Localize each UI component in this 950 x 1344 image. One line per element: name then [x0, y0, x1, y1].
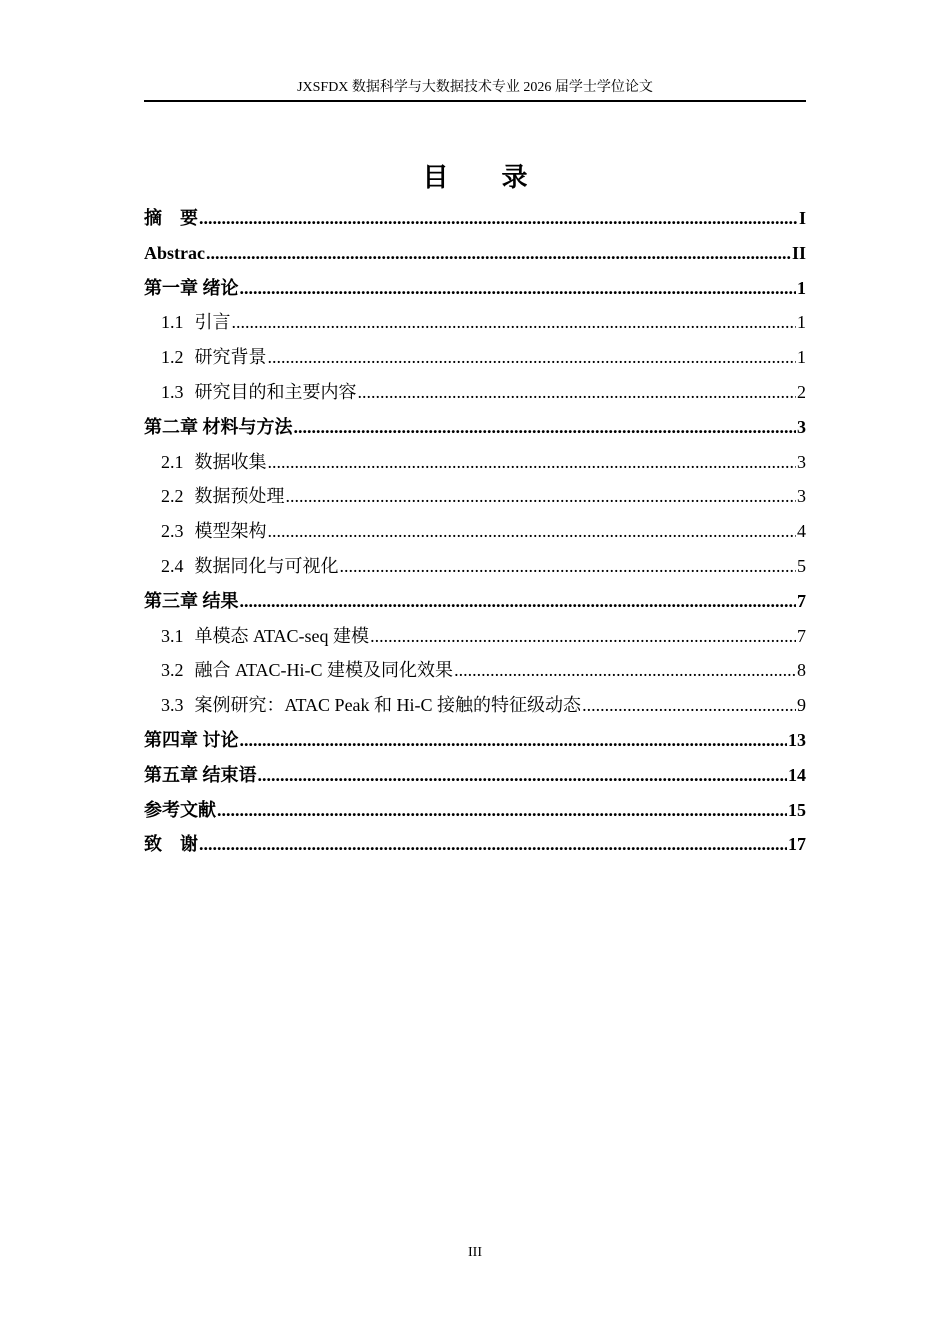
toc-entry[interactable] [144, 827, 806, 862]
header-rule [144, 100, 806, 102]
toc-entry[interactable] [144, 758, 806, 793]
toc-entry[interactable] [144, 793, 806, 828]
toc-entry-page: II [791, 242, 806, 263]
toc-entry[interactable] [144, 305, 806, 340]
toc-entry-number: 1.3 [161, 381, 184, 402]
toc-entry[interactable] [144, 375, 806, 410]
toc-entry[interactable] [144, 688, 806, 723]
toc-entry-page: 14 [788, 764, 806, 785]
toc-entry[interactable] [144, 271, 806, 306]
toc-dot-leader [240, 723, 788, 758]
toc-entry-title: 单模态 ATAC-seq 建模 [194, 625, 370, 646]
toc-dot-leader [358, 375, 797, 410]
toc-entry-page: 13 [788, 729, 806, 750]
toc-entry-page: 17 [788, 834, 806, 855]
toc-entry-number: 2.3 [161, 521, 184, 542]
toc-entry-title: 第一章 绪论 [144, 277, 239, 298]
toc-entry-title: 数据预处理 [194, 486, 285, 507]
toc-entry-title: 数据同化与可视化 [194, 555, 339, 576]
toc-dot-leader [199, 827, 787, 862]
page-number: III [468, 1245, 482, 1260]
toc-entry-title: 第四章 讨论 [144, 729, 239, 750]
toc-dot-leader [206, 236, 791, 271]
toc-entry[interactable] [144, 236, 806, 271]
toc-list [144, 201, 806, 862]
toc-entry[interactable] [144, 619, 806, 654]
toc-dot-leader [199, 201, 798, 236]
toc-entry-page: 7 [797, 590, 806, 611]
toc-entry-title: 研究背景 [194, 347, 267, 368]
toc-entry-number: 2.4 [161, 555, 184, 576]
toc-dot-leader [258, 758, 788, 793]
toc-entry[interactable] [144, 514, 806, 549]
toc-entry-title: 参考文献 [144, 799, 216, 820]
toc-entry[interactable] [144, 201, 806, 236]
toc-title: 目 录 [422, 163, 550, 193]
toc-entry-page: 1 [797, 277, 806, 298]
toc-dot-leader [268, 445, 797, 480]
toc-entry[interactable] [144, 445, 806, 480]
toc-entry-page: 7 [797, 625, 806, 646]
toc-entry-page: 9 [797, 695, 806, 716]
toc-entry[interactable] [144, 479, 806, 514]
toc-entry[interactable] [144, 549, 806, 584]
toc-dot-leader [240, 271, 797, 306]
toc-entry-page: 8 [797, 660, 806, 681]
toc-dot-leader [340, 549, 797, 584]
toc-dot-leader [582, 688, 796, 723]
toc-entry-page: 1 [797, 347, 806, 368]
toc-dot-leader [286, 479, 797, 514]
toc-entry-page: 1 [797, 312, 806, 333]
toc-entry-number: 3.3 [161, 695, 184, 716]
toc-entry-title: Abstrac [144, 242, 205, 263]
toc-entry-number: 3.2 [161, 660, 184, 681]
toc-entry-number: 2.1 [161, 451, 184, 472]
toc-entry-title: 摘 要 [144, 208, 198, 228]
toc-entry-title: 引言 [194, 312, 231, 333]
toc-entry-title: 融合 ATAC-Hi-C 建模及同化效果 [194, 660, 454, 681]
toc-entry-title: 致 谢 [144, 834, 198, 855]
toc-entry-page: I [798, 208, 806, 228]
running-header: JXSFDX 数据科学与大数据技术专业 2026 届学士学位论文 [297, 80, 653, 95]
toc-entry-title: 数据收集 [194, 451, 267, 472]
toc-entry-page: 3 [797, 486, 806, 507]
toc-dot-leader [240, 584, 797, 619]
toc-entry-number: 2.2 [161, 486, 184, 507]
toc-dot-leader [232, 305, 797, 340]
toc-entry-title: 第五章 结束语 [144, 764, 257, 785]
toc-entry[interactable] [144, 584, 806, 619]
toc-entry[interactable] [144, 653, 806, 688]
toc-entry[interactable] [144, 410, 806, 445]
toc-entry-number: 1.1 [161, 312, 184, 333]
toc-entry-title: 第三章 结果 [144, 590, 239, 611]
toc-dot-leader [454, 653, 796, 688]
toc-entry-title: 模型架构 [194, 521, 267, 542]
toc-dot-leader [294, 410, 797, 445]
toc-entry-title: 第二章 材料与方法 [144, 416, 293, 437]
toc-entry-page: 4 [797, 521, 806, 542]
toc-entry-title: 案例研究：ATAC Peak 和 Hi-C 接触的特征级动态 [194, 695, 582, 716]
toc-entry-page: 2 [797, 381, 806, 402]
toc-entry-page: 3 [797, 451, 806, 472]
toc-dot-leader [370, 619, 796, 654]
toc-dot-leader [217, 793, 787, 828]
toc-entry[interactable] [144, 340, 806, 375]
toc-entry-page: 5 [797, 555, 806, 576]
toc-dot-leader [268, 514, 797, 549]
toc-entry-title: 研究目的和主要内容 [194, 381, 357, 402]
toc-dot-leader [268, 340, 797, 375]
toc-entry-page: 3 [797, 416, 806, 437]
toc-entry-number: 1.2 [161, 347, 184, 368]
toc-entry-page: 15 [788, 799, 806, 820]
toc-entry[interactable] [144, 723, 806, 758]
toc-entry-number: 3.1 [161, 625, 184, 646]
